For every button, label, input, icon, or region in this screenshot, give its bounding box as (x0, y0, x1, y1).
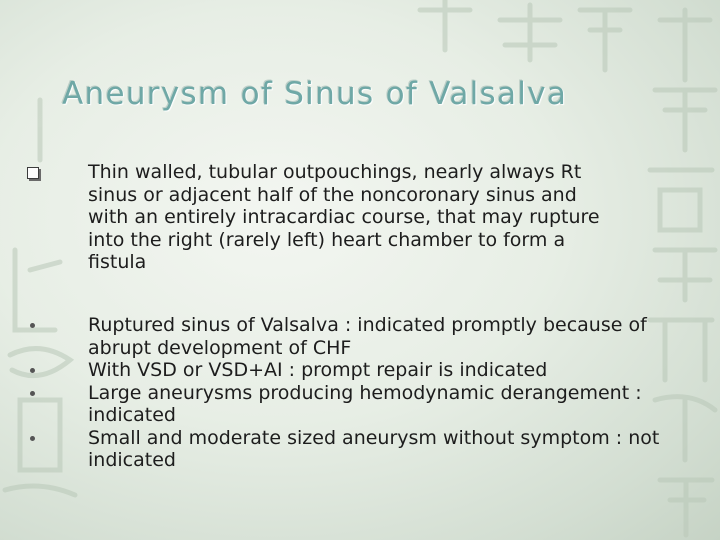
list-item (0, 359, 658, 382)
intro-paragraph (88, 161, 608, 274)
bullet-dot-icon (30, 368, 35, 373)
bullet-text: Ruptured sinus of Valsalva : indicated promptly because of abrupt development of CHF (88, 314, 647, 359)
intro-text: Thin walled, tubular outpouchings, nearly always Rt sinus or adjacent half of the noncoronary sinus and with an entirely intracardiac course, that may rupture into the right (rarely left) heart chamber to form a fistula (88, 161, 600, 273)
list-item (0, 427, 678, 472)
list-item (0, 382, 658, 427)
bullet-text: Small and moderate sized aneurysm without symptom : not indicated (88, 426, 660, 471)
bullet-text: Large aneurysms producing hemodynamic derangement : indicated (88, 381, 642, 426)
bullet-dot-icon (30, 391, 35, 396)
bullet-dot-icon (30, 323, 35, 328)
list-item (0, 314, 658, 359)
bullet-dot-icon (30, 436, 35, 441)
slide-title: Aneurysm of Sinus of Valsalva (62, 76, 568, 112)
square-bullet-icon (27, 167, 39, 179)
bullet-list (0, 314, 720, 472)
bullet-text: With VSD or VSD+AI : prompt repair is indicated (88, 359, 548, 381)
